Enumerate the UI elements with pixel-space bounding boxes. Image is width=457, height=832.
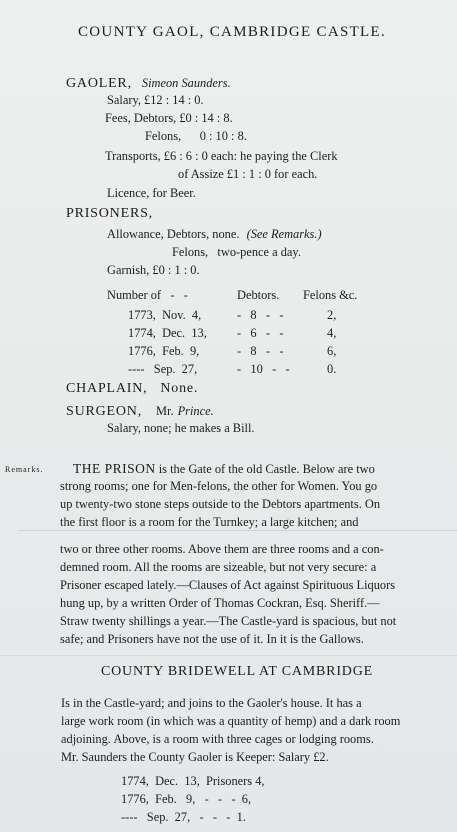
bridewell-text: adjoining. Above, is a room with three cages or lodging rooms. [61, 732, 374, 746]
remarks-label: Remarks. [5, 465, 44, 474]
surgeon-salary: Salary, none; he makes a Bill. [107, 421, 255, 435]
gaoler-salary: Salary, £12 : 14 : 0. [107, 93, 204, 107]
surgeon-line [66, 402, 214, 420]
surgeon-heading: SURGEON, [66, 404, 143, 419]
bridewell-text: Mr. Saunders the County Gaoler is Keeper: Salary £2. [61, 750, 329, 764]
table-row-date: ---- Sep. 27, [128, 362, 198, 376]
prisoners-heading: PRISONERS, [66, 206, 153, 221]
prisoners-allowance-note: (See Remarks.) [246, 227, 322, 241]
bridewell-text: Is in the Castle-yard; and joins to the Gaoler's house. It has a [61, 696, 362, 710]
table-header-label: Number of - - [107, 288, 188, 302]
gaoler-name: Simeon Saunders. [141, 76, 231, 90]
gaoler-line [66, 74, 231, 92]
table-row-debtors: - 8 - - [237, 308, 284, 322]
prisoners-garnish: Garnish, £0 : 1 : 0. [107, 263, 200, 277]
page-fold-line [0, 655, 457, 656]
gaoler-heading: GAOLER, [66, 76, 132, 91]
bridewell-row: ---- Sep. 27, - - - 1. [121, 810, 246, 824]
remarks-lead: THE PRISON [73, 461, 156, 476]
table-row-debtors: - 10 - - [237, 362, 290, 376]
remarks-text: two or three other rooms. Above them are three rooms and a con- [60, 542, 384, 556]
table-row-debtors: - 6 - - [237, 326, 284, 340]
gaoler-licence: Licence, for Beer. [107, 186, 196, 200]
prisoners-allowance: Allowance, Debtors, none. [107, 227, 240, 241]
table-row-felons: 4, [327, 326, 337, 340]
table-row-date: 1773, Nov. 4, [128, 308, 202, 322]
remarks-text: strong rooms; one for Men-felons, the other for Women. You go [60, 479, 378, 493]
table-row-felons: 0. [327, 362, 337, 376]
table-row-felons: 2, [327, 308, 337, 322]
surgeon-prefix: Mr. [156, 404, 174, 418]
remarks-text: safe; and Prisoners have not the use of it. In it is the Gallows. [60, 632, 364, 646]
prisoners-felons: Felons, two-pence a day. [172, 245, 301, 259]
bridewell-row: 1774, Dec. 13, Prisoners 4, [121, 774, 265, 788]
remarks-text: Prisoner escaped lately.—Clauses of Act against Spirituous Liquors [60, 578, 396, 592]
remarks-text: demned room. All the rooms are sizeable, but not very secure: a [60, 560, 377, 574]
remarks-text: up twenty-two stone steps outside to the Debtors apartments. On [60, 497, 381, 511]
remarks-text: is the Gate of the old Castle. Below are two [155, 462, 375, 476]
surgeon-name: Prince. [177, 404, 214, 418]
remarks-text: Straw twenty shillings a year.—The Castle-yard is spacious, but not [60, 614, 397, 628]
bridewell-title: COUNTY BRIDEWELL AT CAMBRIDGE [101, 664, 373, 679]
table-row-felons: 6, [327, 344, 337, 358]
gaoler-transports-2: of Assize £1 : 1 : 0 for each. [178, 167, 318, 181]
table-header-felons: Felons &c. [303, 288, 358, 302]
gaoler-fees-debtors: Fees, Debtors, £0 : 14 : 8. [105, 111, 233, 125]
table-row-date: 1776, Feb. 9, [128, 344, 200, 358]
chaplain-line: CHAPLAIN, None. [66, 381, 199, 396]
table-row-date: 1774, Dec. 13, [128, 326, 207, 340]
remarks-text: the first floor is a room for the Turnkey; a large kitchen; and [60, 515, 359, 529]
page-fold-line [18, 530, 457, 531]
bridewell-text: large work room (in which was a quantity of hemp) and a dark room [61, 714, 401, 728]
page-title: COUNTY GAOL, CAMBRIDGE CASTLE. [78, 24, 387, 40]
table-row-debtors: - 8 - - [237, 344, 284, 358]
remarks-text: hung up, by a written Order of Thomas Cockran, Esq. Sheriff.— [60, 596, 380, 610]
gaoler-fees-felons: Felons, 0 : 10 : 8. [145, 129, 247, 143]
table-header-debtors: Debtors. [237, 288, 280, 302]
prisoners-allowance-line [107, 227, 322, 242]
bridewell-row: 1776, Feb. 9, - - - 6, [121, 792, 252, 806]
remarks-line-1 [73, 461, 375, 477]
gaoler-transports-1: Transports, £6 : 6 : 0 each: he paying the Clerk [105, 149, 338, 163]
